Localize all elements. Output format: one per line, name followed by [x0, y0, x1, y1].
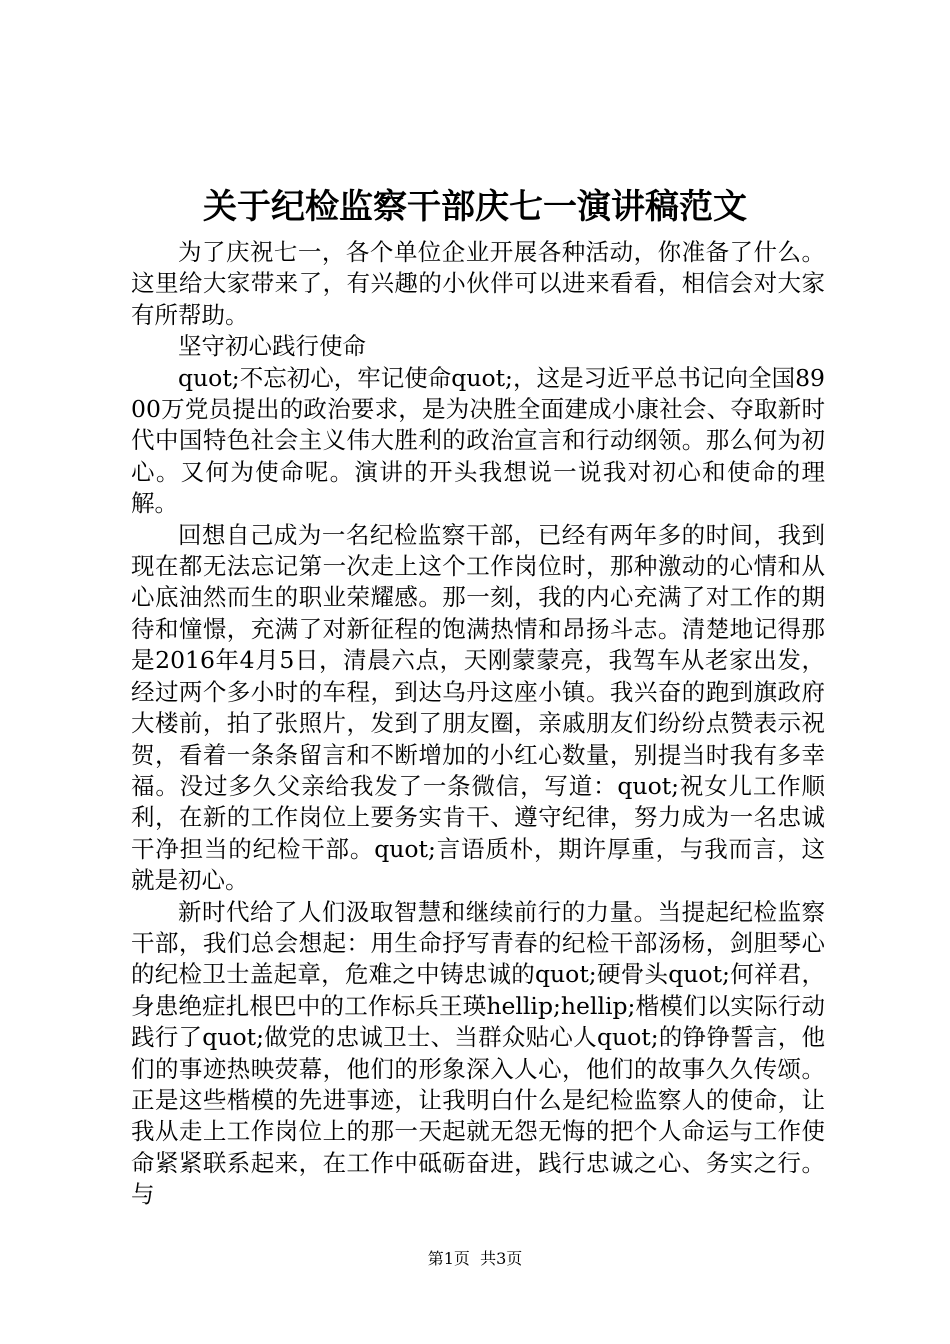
paragraph-mission: quot;不忘初心，牢记使命quot;，这是习近平总书记向全国8900万党员提出的政治要求，是为决胜全面建成小康社会、夺取新时代中国特色社会主义伟大胜利的政治宣言和行动纲领。那么何为初心。又何为使命呢。演讲的开头我想说一说我对初心和使命的理解。	[131, 363, 825, 518]
paragraph-intro: 为了庆祝七一，各个单位企业开展各种活动，你准备了什么。这里给大家带来了，有兴趣的小伙伴可以进来看看，相信会对大家有所帮助。	[131, 238, 825, 329]
paragraph-recollection: 回想自己成为一名纪检监察干部，已经有两年多的时间，我到现在都无法忘记第一次走上这个工作岗位时，那种激动的心情和从心底油然而生的职业荣耀感。那一刻，我的内心充满了对工作的期待和憧憬，充满了对新征程的饱满热情和昂扬斗志。清楚地记得那是2016年4月5日，清晨六点，天刚蒙蒙亮，我驾车从老家出发，经过两个多小时的车程，到达乌丹这座小镇。我兴奋的跑到旗政府大楼前，拍了张照片，发到了朋友圈，亲戚朋友们纷纷点赞表示祝贺，看着一条条留言和不断增加的小红心数量，别提当时我有多幸福。没过多久父亲给我发了一条微信，写道：quot;祝女儿工作顺利，在新的工作岗位上要务实肯干、遵守纪律，努力成为一名忠诚干净担当的纪检干部。quot;言语质朴，期许厚重，与我而言，这就是初心。	[131, 520, 825, 895]
paragraph-heading: 坚守初心践行使命	[178, 332, 366, 361]
document-body	[131, 237, 825, 1211]
document-title: 关于纪检监察干部庆七一演讲稿范文	[203, 187, 747, 227]
page-footer: 第1页 共3页	[427, 1249, 523, 1268]
paragraph-new-era: 新时代给了人们汲取智慧和继续前行的力量。当提起纪检监察干部，我们总会想起：用生命抒写青春的纪检干部汤杨，剑胆琴心的纪检卫士盖起章，危难之中铸忠诚的quot;硬骨头quot;何祥君，身患绝症扎根巴中的工作标兵王瑛hellip;hellip;楷模们以实际行动践行了quot;做党的忠诚卫士、当群众贴心人quot;的铮铮誓言，他们的事迹热映荧幕，他们的形象深入人心，他们的故事久久传颂。正是这些楷模的先进事迹，让我明白什么是纪检监察人的使命，让我从走上工作岗位上的那一天起就无怨无悔的把个人命运与工作使命紧紧联系起来，在工作中砥砺奋进，践行忠诚之心、务实之行。与	[131, 897, 825, 1209]
